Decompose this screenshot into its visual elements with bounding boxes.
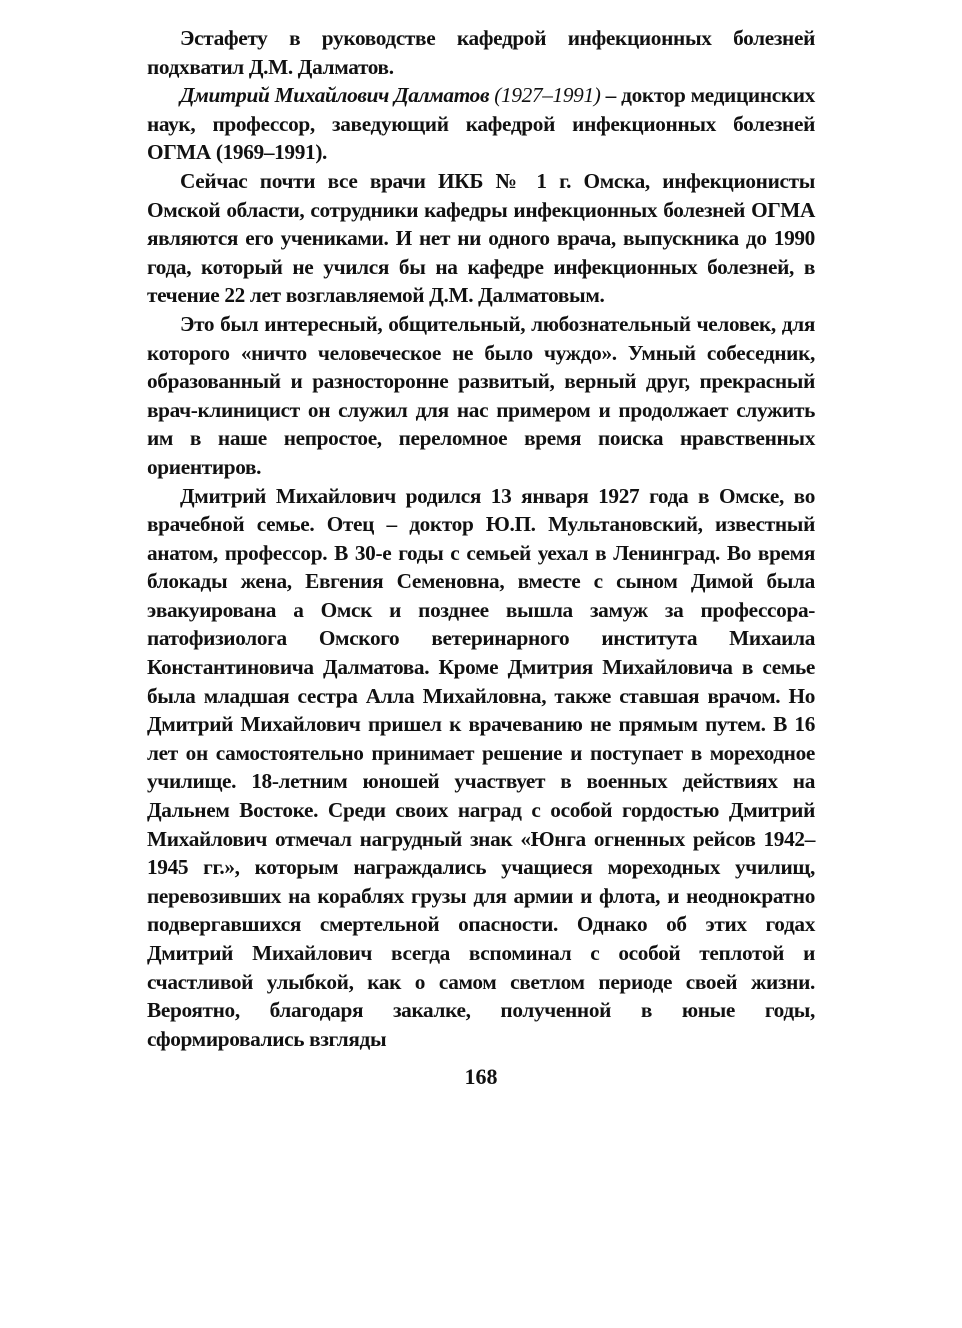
- person-years: (1927–1991): [489, 83, 601, 108]
- person-name: Дмитрий Михайлович Далматов: [180, 83, 490, 108]
- paragraph-5: [147, 482, 815, 1054]
- page-number: 168: [464, 1064, 498, 1089]
- body-text: [147, 24, 815, 1053]
- paragraph-3-text: Сейчас почти все врачи ИКБ № 1 г. Омска, инфекционисты Омской области, сотрудники кафедры инфекционных болезней ОГМА являются его учениками. И нет ни одного врача, выпускника до 1990 года, который не учился бы на кафедре инфекционных болезней, в течение 22 лет возглавляемой Д.М. Далматовым.: [147, 168, 815, 308]
- paragraph-1-text: Эстафету в руководстве кафедрой инфекционных болезней подхватил Д.М. Далматов.: [147, 26, 815, 79]
- paragraph-4: [147, 310, 815, 482]
- paragraph-1: [147, 24, 815, 81]
- paragraph-2: [147, 81, 815, 167]
- paragraph-4-text: Это был интересный, общительный, любознательный человек, для которого «ничто человеческое не было чуждо». Умный собеседник, образованный и разносторонне развитый, верный друг, прекрасный врач-клиницист он служил для нас примером и продолжает служить им в наше непростое, переломное время поиска нравственных ориентиров.: [147, 311, 815, 479]
- paragraph-3: [147, 167, 815, 310]
- paragraph-5-text: Дмитрий Михайлович родился 13 января 1927 года в Омске, во врачебной семье. Отец – доктор Ю.П. Мультановский, известный анатом, профессор. В 30-е годы с семьей уехал в Ленинград. Во время блокады жена, Евгения Семеновна, вместе с сыном Димой была эвакуирована а Омск и позднее вышла замуж за профессора-патофизиолога Омского ветеринарного института Михаила Константиновича Далматова. Кроме Дмитрия Михайловича в семье была младшая сестра Алла Михайловна, также ставшая врачом. Но Дмитрий Михайлович пришел к врачеванию не прямым путем. В 16 лет он самостоятельно принимает решение и поступает в мореходное училище. 18-летним юношей участвует в военных действиях на Дальнем Востоке. Среди своих наград с особой гордостью Дмитрий Михайлович отмечал нагрудный знак «Юнга огненных рейсов 1942–1945 гг.», которым награждались учащиеся мореходных училищ, перевозивших на кораблях грузы для армии и флота, и неоднократно подвергавшихся смертельной опасности. Однако об этих годах Дмитрий Михайлович всегда вспоминал с особой теплотой и счастливой улыбкой, как о самом светлом периоде своей жизни. Вероятно, благодаря закалке, полученной в юные годы, сформировались взгляды: [147, 483, 815, 1051]
- paragraph-2-text: – доктор медицинских наук, профессор, заведующий кафедрой инфекционных болезней ОГМА (1969–1991).: [147, 83, 815, 165]
